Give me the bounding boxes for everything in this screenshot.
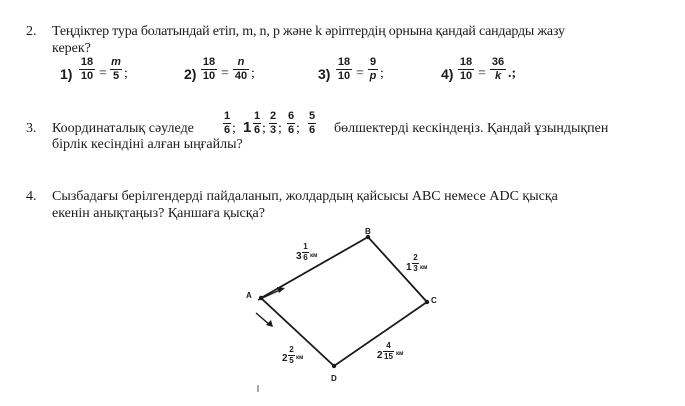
edge-ab-unit: км [310,253,318,259]
numerator: 2 [413,253,418,262]
separator: ; [232,121,236,136]
equals-sign: = [99,66,107,81]
q2-text-line1: Теңдіктер тура болатындай етіп, m, n, p және k әріптердің орнына қандай сандарды жазу [52,24,565,39]
edge-bc-unit: км [420,265,428,271]
edge-ad-unit: км [296,355,304,361]
q2-option1-label: 1) [60,66,73,82]
q2-option2-end: ; [251,66,255,81]
numerator: 18 [80,56,94,68]
q4-text-line2: екенін анықтаңыз? Қаншаға қысқа? [52,206,265,221]
q2-text-line2: керек? [52,41,91,56]
arrow-to-a-lower-icon [256,313,273,327]
q2-option4-end: .; [508,66,517,81]
numerator: 9 [369,56,377,68]
q3-number: 3. [26,121,37,136]
denominator: 10 [80,70,94,82]
denominator: 10 [337,70,351,82]
denominator: 15 [384,352,393,361]
q2-option4-label: 4) [441,66,454,82]
arrow-to-a-upper-icon [258,287,285,300]
equals-sign: = [478,66,486,81]
separator: ; [262,121,266,136]
denominator: 6 [308,124,316,136]
denominator: k [494,70,502,82]
separator: ; [278,121,282,136]
denominator: 40 [234,70,248,82]
denominator: 6 [287,124,295,136]
denominator: 5 [289,356,294,365]
numerator: 4 [386,341,391,350]
equals-sign: = [221,66,229,81]
edge-dc-fraction [383,342,394,361]
numerator: 18 [202,56,216,68]
q3-text-lead: Координаталық сәуледе [52,121,194,136]
edge-ab-fraction [302,243,309,262]
numerator: 36 [491,56,505,68]
denominator: 5 [112,70,120,82]
point-b-label: B [365,227,371,236]
denominator: 10 [459,70,473,82]
numerator: 1 [303,242,308,251]
edge-dc-unit: км [396,351,404,357]
edge-ad-fraction [288,346,295,365]
q3-text-tail: бөлшектерді кескіндеңіз. Қандай ұзындықпен [334,121,609,136]
edge-ad-whole: 2 [282,353,288,364]
point-c-dot [425,300,429,304]
numerator: 18 [459,56,473,68]
q3-text-line2: бірлік кесіндіні алған ыңғайлы? [52,137,243,152]
denominator: 3 [269,124,277,136]
edge-dc-whole: 2 [377,350,383,361]
q4-text-line1: Сызбадағы берілгендерді пайдаланып, жолдардың қайсысы ABC немесе ADC қысқа [52,189,558,204]
numerator: m [111,56,121,68]
numerator: 18 [337,56,351,68]
numerator: 6 [287,110,295,122]
numerator: 2 [269,110,277,122]
numerator: n [237,56,245,68]
point-d-dot [332,364,336,368]
edge-bc-fraction [412,254,419,273]
q2-number: 2. [26,24,37,39]
denominator: 6 [303,253,308,262]
q2-option3-label: 3) [318,66,331,82]
denominator: p [369,70,377,82]
edge-ab-whole: 3 [296,251,302,262]
q2-option2-label: 2) [184,66,197,82]
numerator: 1 [253,110,261,122]
point-c-label: C [431,296,437,305]
q4-number: 4. [26,189,37,204]
q3-fraction-2-whole: 1 [243,119,252,136]
numerator: 1 [223,110,231,122]
equals-sign: = [356,66,364,81]
q2-option1-end: ; [124,66,128,81]
separator: ; [296,121,300,136]
denominator: 6 [223,124,231,136]
denominator: 3 [413,264,418,273]
numerator: 5 [308,110,316,122]
quadrilateral-outline [261,237,427,366]
numerator: 2 [289,345,294,354]
point-d-label: D [331,374,337,383]
denominator: 10 [202,70,216,82]
point-a-label: A [246,291,252,300]
q2-option3-end: ; [380,66,384,81]
denominator: 6 [253,124,261,136]
edge-bc-whole: 1 [406,262,412,273]
